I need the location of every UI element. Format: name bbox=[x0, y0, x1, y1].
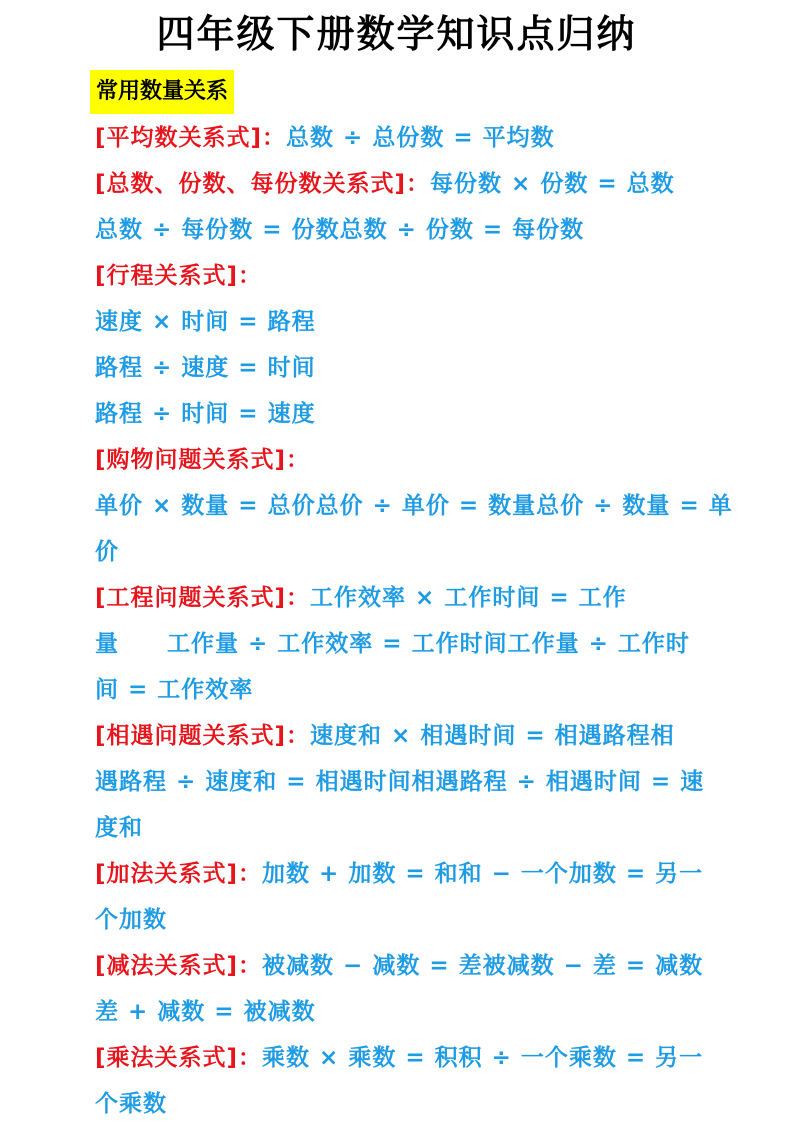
relation-heading: [工程问题关系式]： bbox=[95, 585, 311, 611]
text-line bbox=[95, 621, 715, 667]
formula-text: 个乘数 bbox=[95, 1091, 167, 1117]
text-line bbox=[95, 989, 715, 1035]
formula-text: 总数 ÷ 每份数 = 份数总数 ÷ 份数 = 每份数 bbox=[95, 217, 585, 243]
formula-text: 工作效率 × 工作时间 = 工作 bbox=[310, 585, 627, 611]
text-line bbox=[95, 437, 715, 483]
formula-text: 价 bbox=[95, 539, 119, 565]
formula-text: 路程 ÷ 时间 = 速度 bbox=[95, 401, 316, 427]
text-line bbox=[95, 851, 715, 897]
text-line bbox=[95, 1035, 715, 1081]
text-line bbox=[95, 575, 715, 621]
text-line bbox=[95, 805, 715, 851]
relation-heading: [购物问题关系式]： bbox=[95, 447, 311, 473]
formula-text: 被减数 − 减数 = 差被减数 − 差 = 减数 bbox=[262, 953, 704, 979]
text-line bbox=[95, 759, 715, 805]
text-line bbox=[95, 207, 715, 253]
text-line bbox=[95, 345, 715, 391]
text-line bbox=[95, 529, 715, 575]
formula-text: 每份数 × 份数 = 总数 bbox=[430, 171, 675, 197]
formula-text: 间 = 工作效率 bbox=[95, 677, 254, 703]
formula-text: 速度和 × 相遇时间 = 相遇路程相 bbox=[310, 723, 675, 749]
text-line bbox=[95, 667, 715, 713]
relation-heading: [行程关系式]： bbox=[95, 263, 263, 289]
text-line bbox=[95, 391, 715, 437]
formula-list bbox=[95, 115, 733, 1127]
formula-text: 差 + 减数 = 被减数 bbox=[95, 999, 316, 1025]
relation-heading: [减法关系式]： bbox=[95, 953, 263, 979]
relation-heading: [总数、份数、每份数关系式]： bbox=[95, 171, 431, 197]
relation-heading: [加法关系式]： bbox=[95, 861, 263, 887]
text-line bbox=[95, 115, 715, 161]
text-line bbox=[95, 483, 733, 529]
formula-text: 总数 ÷ 总份数 = 平均数 bbox=[286, 125, 555, 151]
text-line bbox=[95, 253, 715, 299]
formula-text: 量 工作量 ÷ 工作效率 = 工作时间工作量 ÷ 工作时 bbox=[95, 631, 690, 657]
formula-text: 度和 bbox=[95, 815, 143, 841]
formula-text: 加数 + 加数 = 和和 − 一个加数 = 另一 bbox=[262, 861, 704, 887]
text-line bbox=[95, 943, 715, 989]
formula-text: 路程 ÷ 速度 = 时间 bbox=[95, 355, 316, 381]
relation-heading: [乘法关系式]： bbox=[95, 1045, 263, 1071]
text-line bbox=[95, 713, 715, 759]
page-title: 四年级下册数学知识点归纳 bbox=[156, 12, 637, 56]
formula-text: 遇路程 ÷ 速度和 = 相遇时间相遇路程 ÷ 相遇时间 = 速 bbox=[95, 769, 705, 795]
relation-heading: [平均数关系式]： bbox=[95, 125, 287, 151]
formula-text: 单价 × 数量 = 总价总价 ÷ 单价 = 数量总价 ÷ 数量 = 单 bbox=[95, 493, 733, 519]
section-heading-highlight: 常用数量关系 bbox=[90, 70, 234, 114]
text-line bbox=[95, 299, 715, 345]
text-line bbox=[95, 897, 715, 943]
relation-heading: [相遇问题关系式]： bbox=[95, 723, 311, 749]
text-line bbox=[95, 1081, 715, 1127]
formula-text: 乘数 × 乘数 = 积积 ÷ 一个乘数 = 另一 bbox=[262, 1045, 704, 1071]
formula-text: 个加数 bbox=[95, 907, 167, 933]
formula-text: 速度 × 时间 = 路程 bbox=[95, 309, 316, 335]
text-line bbox=[95, 161, 715, 207]
